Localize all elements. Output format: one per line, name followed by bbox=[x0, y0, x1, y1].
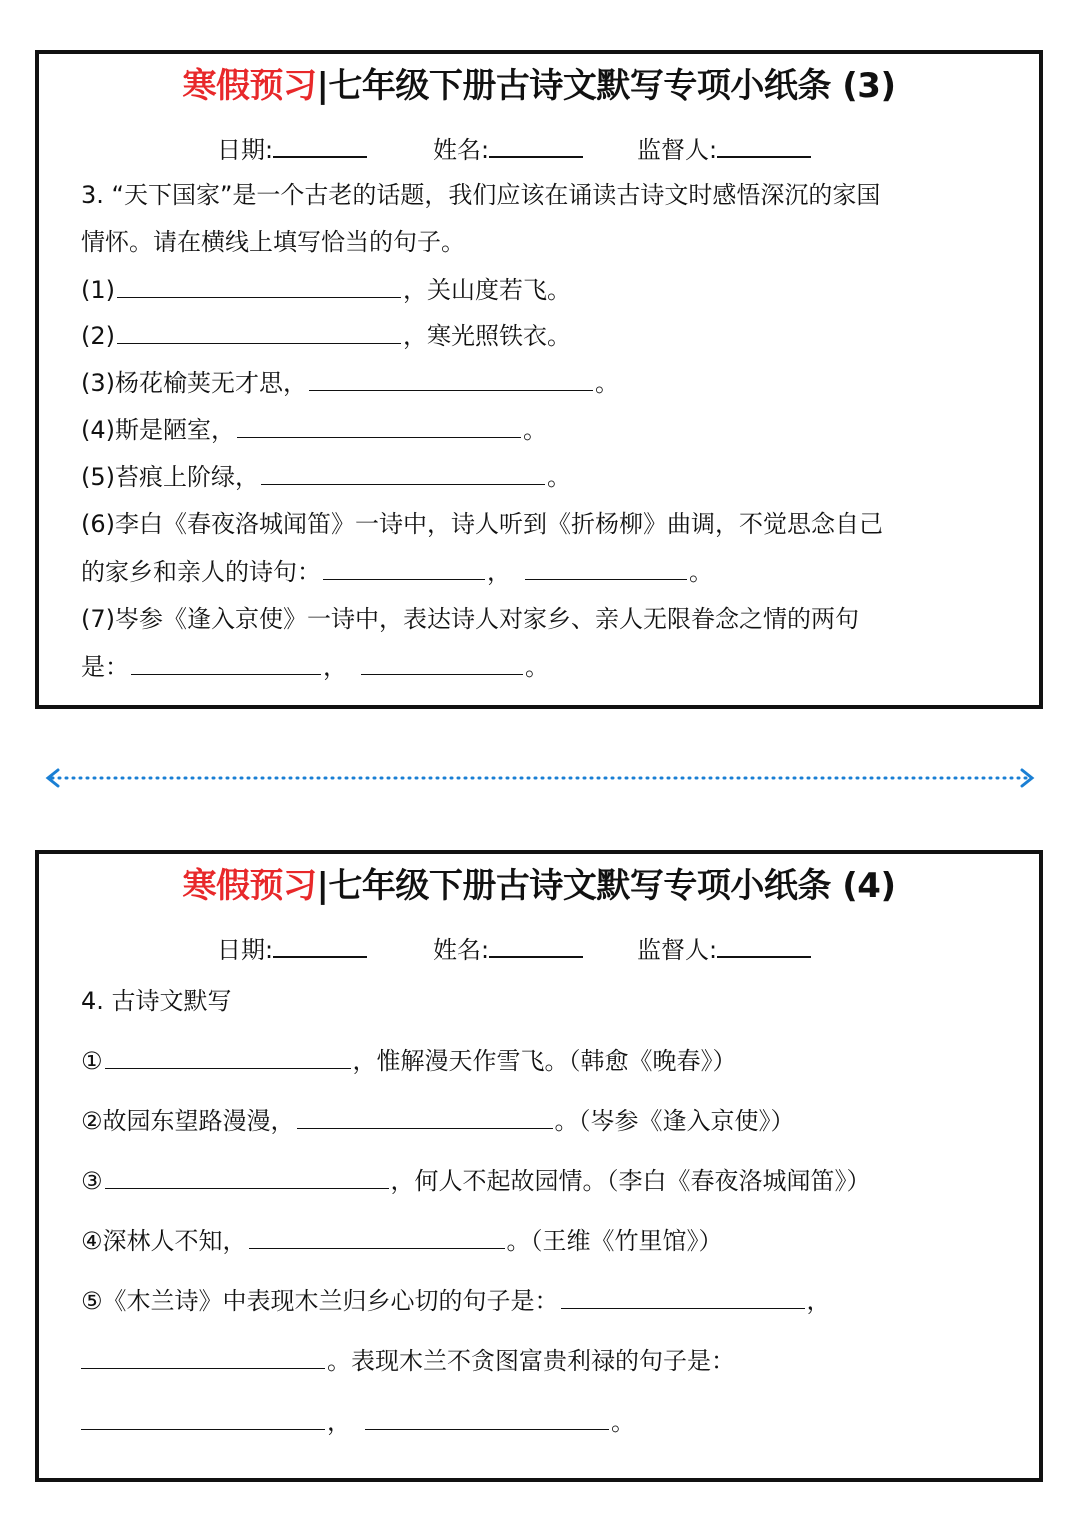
date-field[interactable] bbox=[273, 134, 367, 158]
question-item-2 bbox=[81, 321, 571, 351]
item-suffix: 。 bbox=[689, 558, 713, 586]
date-field[interactable] bbox=[273, 934, 367, 958]
title-separator: | bbox=[316, 66, 329, 106]
answer-blank[interactable] bbox=[117, 277, 401, 298]
poem-item-1 bbox=[81, 1046, 737, 1076]
worksheet-card-4 bbox=[35, 850, 1043, 1482]
item-separator: ， bbox=[327, 1408, 351, 1436]
answer-blank[interactable] bbox=[365, 1409, 609, 1430]
answer-blank[interactable] bbox=[361, 654, 523, 675]
question-item-5 bbox=[81, 462, 571, 492]
item-separator: ， bbox=[806, 1287, 831, 1315]
question-item-3 bbox=[81, 368, 619, 398]
question-intro-line1: 3. “天下国家”是一个古老的话题，我们应该在诵读古诗文时感悟深沉的家国 bbox=[81, 181, 881, 209]
card-title bbox=[39, 66, 1039, 106]
name-field[interactable] bbox=[489, 934, 583, 958]
answer-blank[interactable] bbox=[525, 559, 687, 580]
poem-item-4 bbox=[81, 1226, 723, 1256]
answer-blank[interactable] bbox=[309, 370, 593, 391]
item-suffix: 。 bbox=[523, 416, 547, 444]
name-label: 姓名: bbox=[433, 936, 490, 964]
answer-blank[interactable] bbox=[561, 1288, 805, 1309]
answer-blank[interactable] bbox=[105, 1048, 351, 1069]
item-prefix: (1) bbox=[81, 276, 115, 304]
supervisor-label: 监督人: bbox=[637, 136, 718, 164]
item-suffix: 。表现木兰不贪图富贵利禄的句子是： bbox=[327, 1347, 735, 1375]
item-suffix: ，关山度若飞。 bbox=[403, 276, 571, 304]
supervisor-field[interactable] bbox=[717, 134, 811, 158]
item-suffix: 。 bbox=[611, 1408, 635, 1436]
item-suffix: ，惟解漫天作雪飞。（韩愈《晚春》） bbox=[352, 1047, 737, 1075]
title-highlight: 寒假预习 bbox=[182, 66, 317, 106]
title-text: 七年级下册古诗文默写专项小纸条 (4) bbox=[328, 866, 896, 906]
name-field[interactable] bbox=[489, 134, 583, 158]
title-highlight: 寒假预习 bbox=[182, 866, 317, 906]
answer-blank[interactable] bbox=[237, 417, 521, 438]
poem-item-3 bbox=[81, 1166, 871, 1196]
item-prefix: (2) bbox=[81, 322, 115, 350]
answer-blank[interactable] bbox=[81, 1348, 325, 1369]
item-prefix: 的家乡和亲人的诗句： bbox=[81, 558, 321, 586]
poem-item-2 bbox=[81, 1106, 795, 1136]
answer-blank[interactable] bbox=[81, 1409, 325, 1430]
card-title bbox=[39, 866, 1039, 906]
item-suffix: ，寒光照铁衣。 bbox=[403, 322, 571, 350]
question-item-7-line1: (7)岑参《逢入京使》一诗中，表达诗人对家乡、亲人无限眷念之情的两句 bbox=[81, 605, 859, 633]
answer-blank[interactable] bbox=[105, 1168, 389, 1189]
question-item-7-line2 bbox=[81, 652, 549, 682]
item-prefix: (3)杨花榆荚无才思， bbox=[81, 369, 307, 397]
item-prefix: ④深林人不知， bbox=[81, 1227, 247, 1255]
answer-blank[interactable] bbox=[297, 1108, 553, 1129]
title-text: 七年级下册古诗文默写专项小纸条 (3) bbox=[328, 66, 896, 106]
poem-item-5-line3 bbox=[81, 1407, 635, 1437]
item-prefix: ⑤《木兰诗》中表现木兰归乡心切的句子是： bbox=[81, 1287, 559, 1315]
poem-item-5-line1 bbox=[81, 1286, 831, 1316]
item-prefix: 是： bbox=[81, 653, 129, 681]
worksheet-card-3 bbox=[35, 50, 1043, 709]
question-item-6-line2 bbox=[81, 557, 713, 587]
answer-blank[interactable] bbox=[261, 464, 545, 485]
date-label: 日期: bbox=[217, 136, 274, 164]
answer-blank[interactable] bbox=[323, 559, 485, 580]
date-label: 日期: bbox=[217, 936, 274, 964]
item-suffix: 。（岑参《逢入京使》） bbox=[554, 1107, 795, 1135]
item-suffix: 。 bbox=[595, 369, 619, 397]
item-suffix: 。（王维《竹里馆》） bbox=[506, 1227, 723, 1255]
item-prefix: (4)斯是陋室， bbox=[81, 416, 235, 444]
supervisor-label: 监督人: bbox=[637, 936, 718, 964]
item-prefix: ① bbox=[81, 1047, 103, 1075]
question-intro-line2: 情怀。请在横线上填写恰当的句子。 bbox=[81, 228, 465, 256]
answer-blank[interactable] bbox=[249, 1228, 505, 1249]
item-suffix: 。 bbox=[525, 653, 549, 681]
question-item-4 bbox=[81, 415, 547, 445]
supervisor-field[interactable] bbox=[717, 934, 811, 958]
item-separator: ， bbox=[487, 558, 511, 586]
section-heading: 4. 古诗文默写 bbox=[81, 987, 232, 1015]
cut-line-divider bbox=[44, 768, 1036, 788]
question-item-6-line1: (6)李白《春夜洛城闻笛》一诗中，诗人听到《折杨柳》曲调，不觉思念自己 bbox=[81, 510, 883, 538]
answer-blank[interactable] bbox=[117, 323, 401, 344]
item-separator: ， bbox=[323, 653, 347, 681]
answer-blank[interactable] bbox=[131, 654, 321, 675]
question-item-1 bbox=[81, 275, 571, 305]
item-prefix: (5)苔痕上阶绿， bbox=[81, 463, 259, 491]
item-prefix: ②故园东望路漫漫， bbox=[81, 1107, 295, 1135]
item-prefix: ③ bbox=[81, 1167, 103, 1195]
title-separator: | bbox=[316, 866, 329, 906]
poem-item-5-line2 bbox=[81, 1346, 735, 1376]
item-suffix: ，何人不起故园情。（李白《春夜洛城闻笛》） bbox=[390, 1167, 871, 1195]
name-label: 姓名: bbox=[433, 136, 490, 164]
item-suffix: 。 bbox=[547, 463, 571, 491]
